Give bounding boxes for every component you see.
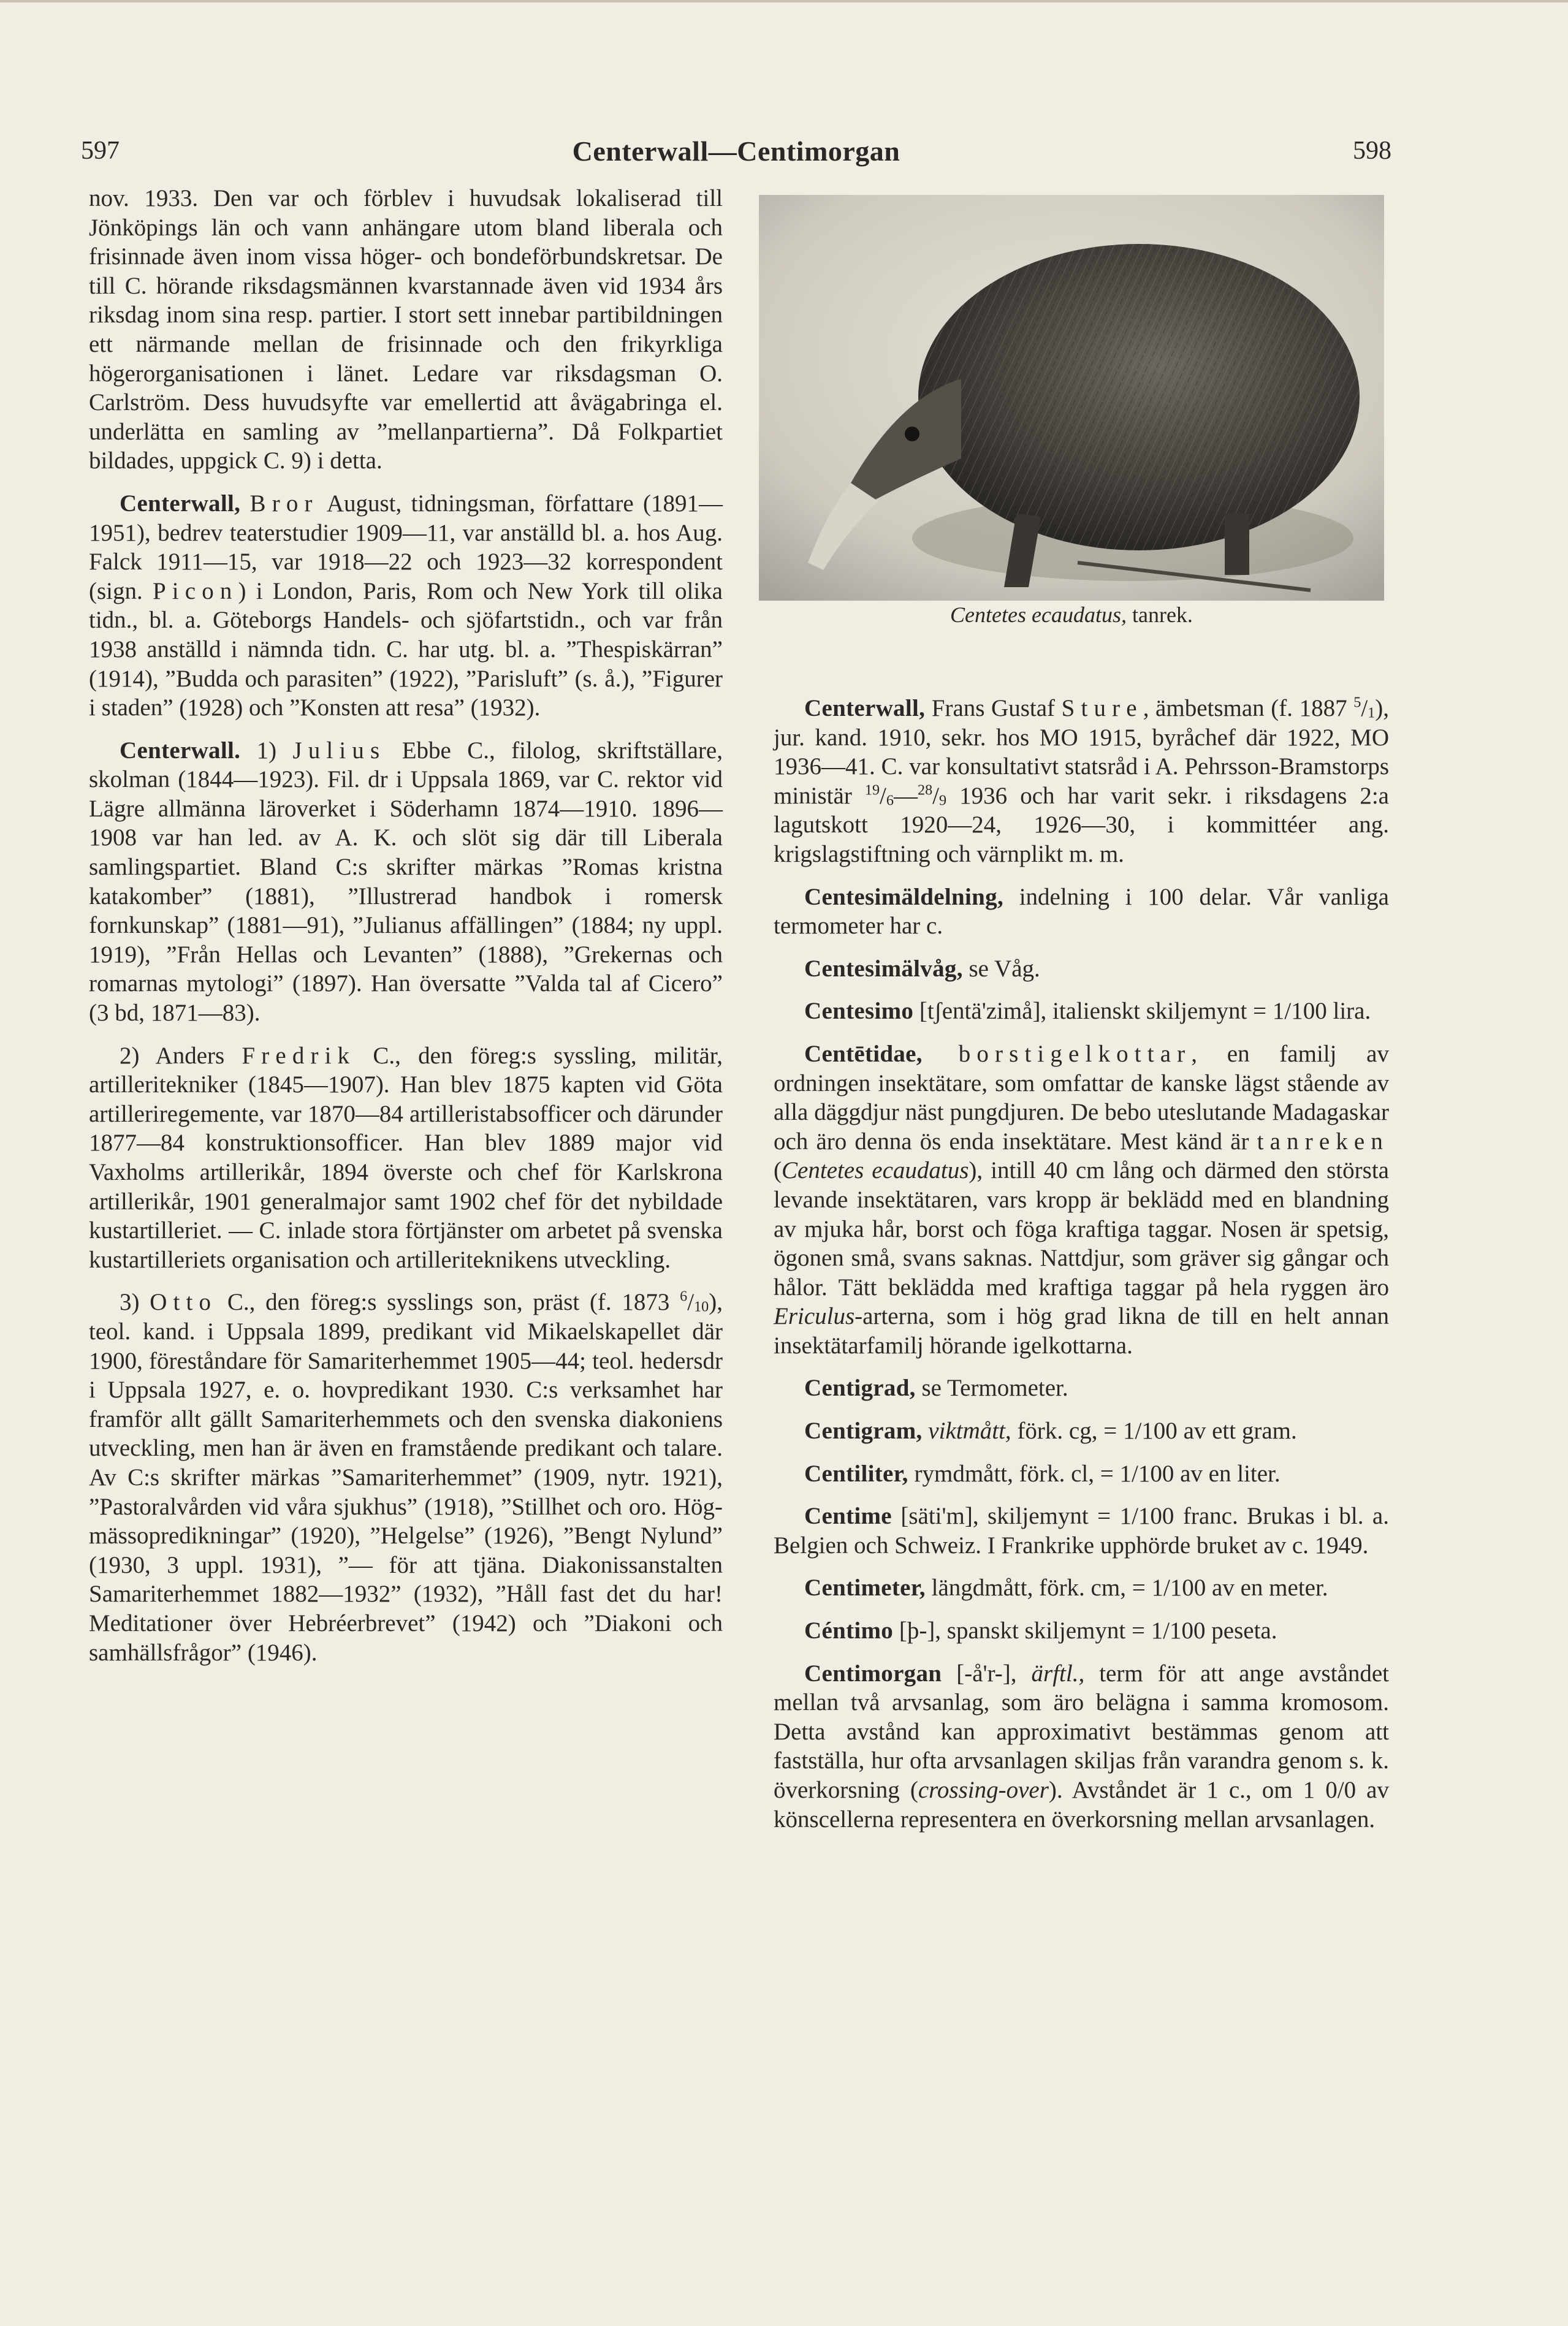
headword: Centerwall, <box>804 695 926 721</box>
caption-species: Centetes ecaudatus, <box>950 602 1127 627</box>
entry-text: ), teol. kand. i Uppsala 1899, predikant vid Mikaelskapellet där 1900, föreståndare för Samariterhemmet 1905—44; teol. hedersdr i Uppsala 1927, e. o. hovpredikant 1930. C:s verksamhet har framför allt gällt Samariterhemmets och den svenska diakoniens utveckling, men han är även en framstående predikant och talare. Av C:s skrifter märkas ”Samariterhemmet” (1909, nytr. 1921), ”Pastoralvården vid våra sjukhus” (1918), ”Stillhet och oro. Högmässopredikningar” (1920), ”Helgelse” (1926), ”Bengt Nylund” (1930, 3 uppl. 1931), ”— för att tjäna. Diakonissanstalten Samariterhemmet 1882—1932” (1932), ”Håll fast det du har! Meditationer över Hebréerbrevet” (1942) och ”Diakoni och samhällsfrågor” (1946). <box>89 1289 723 1666</box>
caption-common-name: tanrek. <box>1126 602 1193 627</box>
species-name: Centetes ecaudatus <box>782 1157 969 1184</box>
entry-text: [tʃentä'zimå], italienskt skiljemynt = <box>913 998 1273 1025</box>
fraction: 1/100 <box>1119 1503 1174 1530</box>
entry-text: [-å'r-], <box>942 1660 1032 1687</box>
entry-text: August, tidningsman, författare (1891—1951), bedrev teaterstudier 1909—11, var anställd bl. a. hos Aug. Falck 1911—15, var 1918—22 och 1923—32 korrespondent (sign. <box>89 490 723 604</box>
headword: Centerwall, <box>120 490 241 517</box>
date-day: 19 <box>864 781 880 799</box>
date-day: 6 <box>680 1288 688 1305</box>
entry-sture-centerwall: Centerwall, Frans Gustaf Sture, ämbetsman (f. 1887 $^5$/1), jur. kand. 1910, sekr. hos MO 1915, byråchef där 1922, MO 1936—41. C. var konsultativt statsråd i A. Pehrsson-Bramstorps ministär $^{19}$/6—$^{28}$/9 1936 och har varit sekr. i riksdagens 2:a lagutskott 1920—24, 1926—30, i kommittéer ang. krigslagstiftning och värnplikt m. m. <box>774 694 1390 867</box>
headword: Centerwall. <box>120 737 241 764</box>
date-day: 5 <box>1353 694 1361 711</box>
entry-text: ), jur. kand. 1910, sekr. hos MO 1915, byråchef där 1922, MO 1936—41. C. var konsultativt statsråd i A. Pehrsson-Bramstorps ministär <box>774 695 1390 809</box>
entry-anders-centerwall <box>89 1041 723 1275</box>
headword: Céntimo <box>804 1617 894 1644</box>
category-label: ärftl., <box>1031 1660 1085 1687</box>
entry-number: 1) <box>240 737 293 764</box>
signature: Picon <box>152 577 238 604</box>
entry-centimorgan <box>774 1659 1389 1834</box>
headword: Centigrad, <box>804 1375 916 1402</box>
headword: Centimorgan <box>804 1660 942 1687</box>
entry-text: 2) Anders <box>120 1042 242 1069</box>
right-column <box>774 694 1389 1847</box>
entry-text: ( <box>774 1157 782 1184</box>
spaced-firstname: Otto <box>150 1289 218 1316</box>
headword: Centesimäldelning, <box>804 883 1003 910</box>
left-column <box>89 184 723 1681</box>
entry-text: -arterna, som i hög grad likna de till en helt annan insektätarfamilj hörande igelkottarna. <box>774 1303 1389 1359</box>
entry-text: av könscellerna representera en överkorsning mellan arvsanlagen. <box>774 1777 1389 1833</box>
fraction: 1/100 <box>1122 1418 1178 1445</box>
entry-text: ), intill 40 cm lång och därmed den största levande insektätaren, vars kropp är beklädd med en blandning av mjuka hår, borst och föga kraftiga taggar. Nosen är spetsig, ögonen små, svans saknas. Nattdjur, som gräver sig gångar och hålor. Tätt beklädda med kraftiga taggar på hela ryggen äro <box>774 1157 1389 1301</box>
entry-text: Frans Gustaf <box>925 695 1062 721</box>
entry-centigram <box>774 1416 1389 1446</box>
entry-text: C., den föreg:s syssling, militär, artilleritekniker (1845—1907). Han blev 1875 kapten vid Göta artilleriregemente, var 1870—84 artilleristabsofficer och därunder 1877—84 konstruktionsofficer. Han blev 1889 major vid Vaxholms artillerikår, 1894 överste och chef för Karlskrona artillerikår, 1901 generalmajor samt 1902 chef för det nybildade kustartilleriet. — C. inlade stora förtjänster om arbetet på svenska kustartilleriets organisation och artilleriteknikens utveckling. <box>89 1042 723 1273</box>
entry-centesimalvag <box>774 954 1389 984</box>
entry-text: av ett gram. <box>1177 1418 1297 1445</box>
entry-text: term för att ange avståndet mellan två arvsanlag, som äro belägna i samma kromosom. Detta avstånd kan approximativt bestämmas genom att fastställa, hur ofta arvsanlagen skiljas från varandra genom s. k. överkorsning ( <box>774 1660 1389 1803</box>
entry-text: [säti'm], skiljemynt = <box>891 1503 1120 1530</box>
entry-text: längdmått, förk. cm, = <box>925 1575 1152 1602</box>
tanrek-illustration <box>759 195 1384 601</box>
entry-centesimaldelning <box>774 883 1389 941</box>
date-separator: — <box>893 782 918 809</box>
entry-text: 3) <box>120 1289 150 1316</box>
entry-text: [þ-], spanskt skiljemynt = <box>893 1617 1151 1644</box>
entry-text: lira. <box>1326 998 1371 1025</box>
entry-text: indelning i 100 delar. Vår vanliga termometer har c. <box>774 883 1389 940</box>
genus-name: Ericulus <box>774 1303 855 1330</box>
term-english: crossing-over <box>918 1777 1049 1803</box>
headword: Centigram, <box>804 1418 923 1445</box>
entry-text: peseta. <box>1205 1617 1277 1644</box>
fraction: 1/100 <box>1119 1460 1174 1487</box>
running-title: Centerwall—Centimorgan <box>572 135 900 167</box>
spaced-term: borstigelkottar <box>922 1040 1192 1067</box>
headword: Centētidae, <box>804 1040 923 1067</box>
page-header <box>81 136 1391 173</box>
headword: Centime <box>804 1503 892 1530</box>
date-month: 10 <box>694 1298 709 1315</box>
entry-text: Ebbe C., filolog, skriftställare, skolman (1844—1923). Fil. dr i Uppsala 1869, var C. rektor vid Lägre allmänna läroverket i Söderhamn 1874—1910. 1896—1908 var han led. av A. K. och slöt sig där till Liberala samlingspartiet. Bland C:s skrifter märkas ”Romas kristna katakomber” (1881), ”Illustrerad handbok i romersk fornkunskap” (1881—91), ”Julianus affällingen” (1884; ny uppl. 1919), ”Från Hellas och Levanten” (1888), ”Grekernas och romarnas mytologi” (1897). Han översatte ”Valda tal af Cicero” (3 bd, 1871—83). <box>89 737 723 1027</box>
entry-centetidae <box>774 1039 1389 1361</box>
spaced-firstname: Bror <box>249 490 319 517</box>
fraction: 1/100 <box>1272 998 1327 1025</box>
scan-top-edge <box>0 0 1568 2</box>
date-month: 1 <box>1368 704 1376 721</box>
spaced-firstname: Sture <box>1061 695 1143 721</box>
entry-centimo <box>774 1616 1389 1646</box>
entry-text: ) i London, Paris, Rom och New York till olika tidn., bl. a. Göteborgs Handels- och sjöfartstidn., och var från 1938 anställd i nämnda tidn. C. har utg. bl. a. ”Thespiskärran” (1914), ”Budda och parasiten” (1922), ”Parisluft” (s. å.), ”Figurer i staden” (1928) och ”Konsten att resa” (1932). <box>89 577 723 721</box>
fraction: 1/100 <box>1151 1617 1206 1644</box>
spaced-firstname: Julius <box>292 737 386 764</box>
entry-text: ). Avståndet är 1 c., om 1 <box>1048 1777 1326 1803</box>
right-page-number: 598 <box>1353 137 1391 165</box>
headword: Centimeter, <box>804 1575 926 1602</box>
category-label: viktmått, <box>922 1418 1011 1445</box>
tanrek-photo <box>759 195 1384 601</box>
entry-text: se Våg. <box>962 955 1040 982</box>
date-month: 9 <box>939 792 947 809</box>
entry-otto-centerwall: 3) Otto C., den föreg:s sysslings son, präst (f. 1873 $^6$/10), teol. kand. i Uppsala 1899, predikant vid Mikaelskapellet där 1900, föreståndare för Samariterhemmet 1905—44; teol. hedersdr i Uppsala 1927, e. o. hovpredikant 1930. C:s verksamhet har framför allt gällt Samariterhemmets och den svenska diakoniens utveckling, men han är även en framstående predikant och talare. Av C:s skrifter märkas ”Samariterhemmet” (1909, nytr. 1921), ”Pastoralvården vid våra sjukhus” (1918), ”Stillhet och oro. Högmässopredikningar” (1920), ”Helgelse” (1926), ”Bengt Nylund” (1930, 3 uppl. 1931), ”— för att tjäna. Diakonissanstalten Samariterhemmet 1882—1932” (1932), ”Håll fast det du har! Meditationer över Hebréerbrevet” (1942) och ”Diakoni och samhällsfrågor” (1946). <box>89 1288 723 1666</box>
headword: Centesimo <box>804 998 914 1025</box>
headword: Centiliter, <box>804 1460 908 1487</box>
percent-sign: 0/0 <box>1325 1777 1357 1803</box>
entry-bror-centerwall <box>89 489 723 723</box>
spaced-firstname: Fredrik <box>242 1042 356 1069</box>
entry-text: se Termometer. <box>915 1375 1068 1402</box>
entry-centimeter <box>774 1573 1389 1603</box>
entry-text: franc. Brukas i bl. a. Belgien och Schweiz. I Frankrike upphörde bruket av c. 1949. <box>774 1503 1389 1559</box>
entry-centime <box>774 1502 1389 1560</box>
entry-text: rymdmått, förk. cl, = <box>908 1460 1120 1487</box>
entry-text: förk. cg, = <box>1011 1418 1123 1445</box>
entry-text: 1936 och har varit sekr. i riksdagens 2:a lagutskott 1920—24, 1926—30, i kommittéer ang. krigslagstiftning och värnplikt m. m. <box>774 782 1389 867</box>
entry-text: C., den föreg:s sysslings son, präst (f. 1873 <box>217 1289 680 1316</box>
left-page-number: 597 <box>81 137 120 165</box>
entry-julius-centerwall <box>89 736 723 1028</box>
photo-caption <box>759 602 1384 628</box>
entry-centigrad <box>774 1374 1389 1403</box>
entry-text: nov. 1933. Den var och förblev i huvudsak lokaliserad till Jönköpings län och vann anhängare utom bland liberala och frisinnade även inom vissa höger- och bondeförbundskretsar. De till C. hörande riksdagsmännen kvarstannade även vid 1934 års riksdag inom sina resp. partier. I stort sett innebar partibildningen ett närmande mellan de frisinnade och den frikyrkliga högerorganisationen i länet. Ledare var riksdagsman O. Carlström. Dess huvudsyfte var emellertid att åvägabringa el. underlätta en samling av ”mellanpartierna”. Då Folkpartiet bildades, uppgick C. 9) i detta. <box>89 185 723 474</box>
entry-text: , en familj av ordningen insektätare, som omfattar de kanske lägst stående av alla däggdjur näst pungdjuren. De bebo uteslutande Madagaskar och äro denna ös enda insektätare. Mest känd är <box>774 1040 1389 1155</box>
spaced-term: tanreken <box>1257 1128 1389 1155</box>
entry-text: av en meter. <box>1206 1575 1328 1602</box>
entry-centiliter <box>774 1459 1389 1489</box>
date-day: 28 <box>917 781 933 799</box>
entry-continuation <box>89 184 723 476</box>
headword: Centesimälvåg, <box>804 955 963 982</box>
entry-centesimo <box>774 997 1389 1026</box>
fraction: 1/100 <box>1151 1575 1206 1602</box>
entry-text: , ämbetsman (f. 1887 <box>1143 695 1354 721</box>
entry-text: av en liter. <box>1174 1460 1281 1487</box>
date-month: 6 <box>886 792 894 809</box>
